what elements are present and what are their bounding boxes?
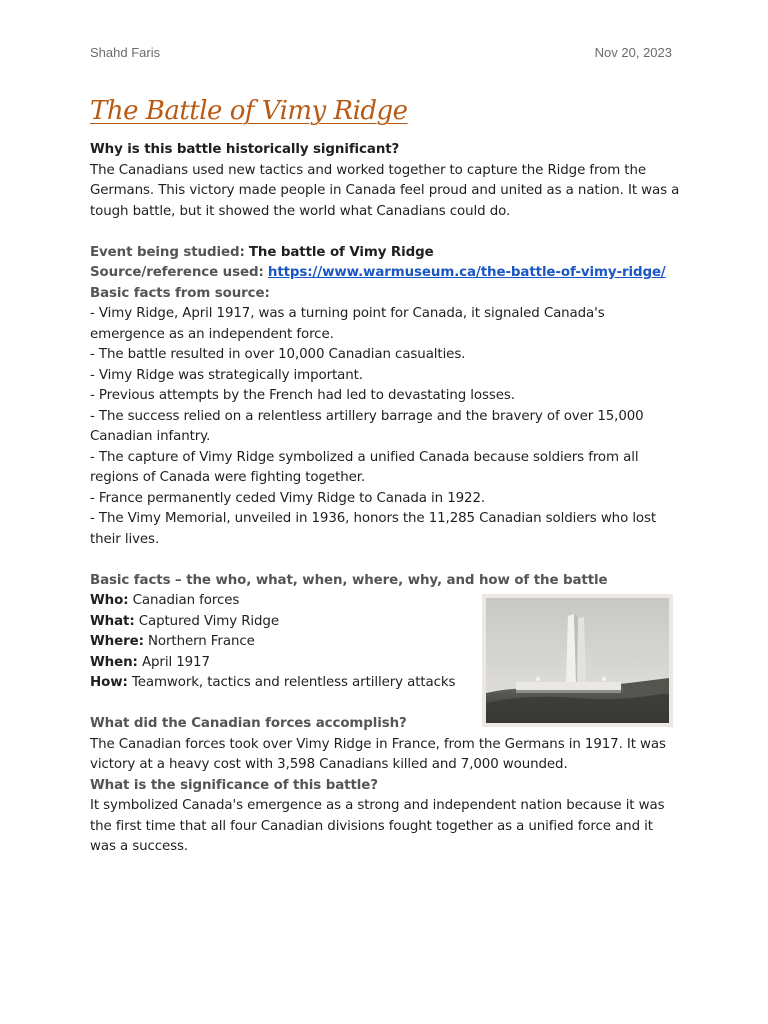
significance-heading: What is the significance of this battle? bbox=[90, 777, 378, 793]
fact-item: - The Vimy Memorial, unveiled in 1936, honors the 11,285 Canadian soldiers who lost their lives. bbox=[90, 511, 657, 547]
document-body bbox=[90, 140, 682, 858]
fact-item: - Vimy Ridge, April 1917, was a turning point for Canada, it signaled Canada's emergence as an independent force. bbox=[90, 306, 605, 342]
vimy-memorial-photo bbox=[482, 594, 673, 727]
five-w-label: Who: bbox=[90, 593, 129, 608]
fact-item: - France permanently ceded Vimy Ridge to Canada in 1922. bbox=[90, 490, 486, 506]
intro-question: Why is this battle historically significant? bbox=[90, 142, 400, 157]
vimy-memorial-image bbox=[486, 598, 669, 723]
five-w-value: Canadian forces bbox=[132, 593, 240, 608]
header-date: Nov 20, 2023 bbox=[594, 45, 672, 60]
five-w-value: April 1917 bbox=[141, 654, 210, 670]
accomplish-text: The Canadian forces took over Vimy Ridge in France, from the Germans in 1917. It was victory at a heavy cost with 3,598 Canadians killed and 7,000 wounded. bbox=[90, 736, 666, 772]
five-w-label: Where: bbox=[90, 634, 144, 649]
spacer bbox=[90, 222, 682, 243]
five-w-label: What: bbox=[90, 613, 135, 629]
event-label: Event being studied: bbox=[90, 244, 245, 260]
fact-item: - The battle resulted in over 10,000 Canadian casualties. bbox=[90, 347, 466, 362]
source-label: Source/reference used: bbox=[90, 265, 264, 280]
five-w-heading: Basic facts – the who, what, when, where, why, and how of the battle bbox=[90, 572, 608, 588]
five-w-label: How: bbox=[90, 675, 128, 690]
accomplish-heading: What did the Canadian forces accomplish? bbox=[90, 716, 407, 731]
event-value: The battle of Vimy Ridge bbox=[248, 244, 434, 260]
spacer bbox=[90, 550, 682, 571]
fact-item: - The success relied on a relentless artillery barrage and the bravery of over 15,000 Canadian infantry. bbox=[90, 408, 644, 444]
five-w-value: Captured Vimy Ridge bbox=[138, 613, 279, 629]
source-line bbox=[90, 263, 682, 284]
page-title: The Battle of Vimy Ridge bbox=[90, 96, 408, 126]
header-author: Shahd Faris bbox=[90, 45, 161, 60]
five-w-label: When: bbox=[90, 654, 138, 670]
five-w-value: Northern France bbox=[148, 634, 255, 649]
significance-text: It symbolized Canada's emergence as a strong and independent nation because it was the first time that all four Canadian divisions fought together as a unified force and it was a success. bbox=[90, 798, 665, 854]
fact-item: - Previous attempts by the French had led to devastating losses. bbox=[90, 388, 515, 403]
fact-item: - The capture of Vimy Ridge symbolized a unified Canada because soldiers from all regions of Canada were fighting together. bbox=[90, 449, 639, 485]
fact-item: - Vimy Ridge was strategically important. bbox=[90, 367, 363, 383]
source-link[interactable]: https://www.warmuseum.ca/the-battle-of-vimy-ridge/ bbox=[267, 265, 666, 280]
basic-facts-heading: Basic facts from source: bbox=[90, 285, 270, 301]
event-line bbox=[90, 243, 682, 264]
intro-answer: The Canadians used new tactics and worked together to capture the Ridge from the Germans. This victory made people in Canada feel proud and united as a nation. It was a tough battle, but it showed the world what Canadians could do. bbox=[90, 162, 680, 219]
five-w-value: Teamwork, tactics and relentless artillery attacks bbox=[131, 675, 456, 690]
